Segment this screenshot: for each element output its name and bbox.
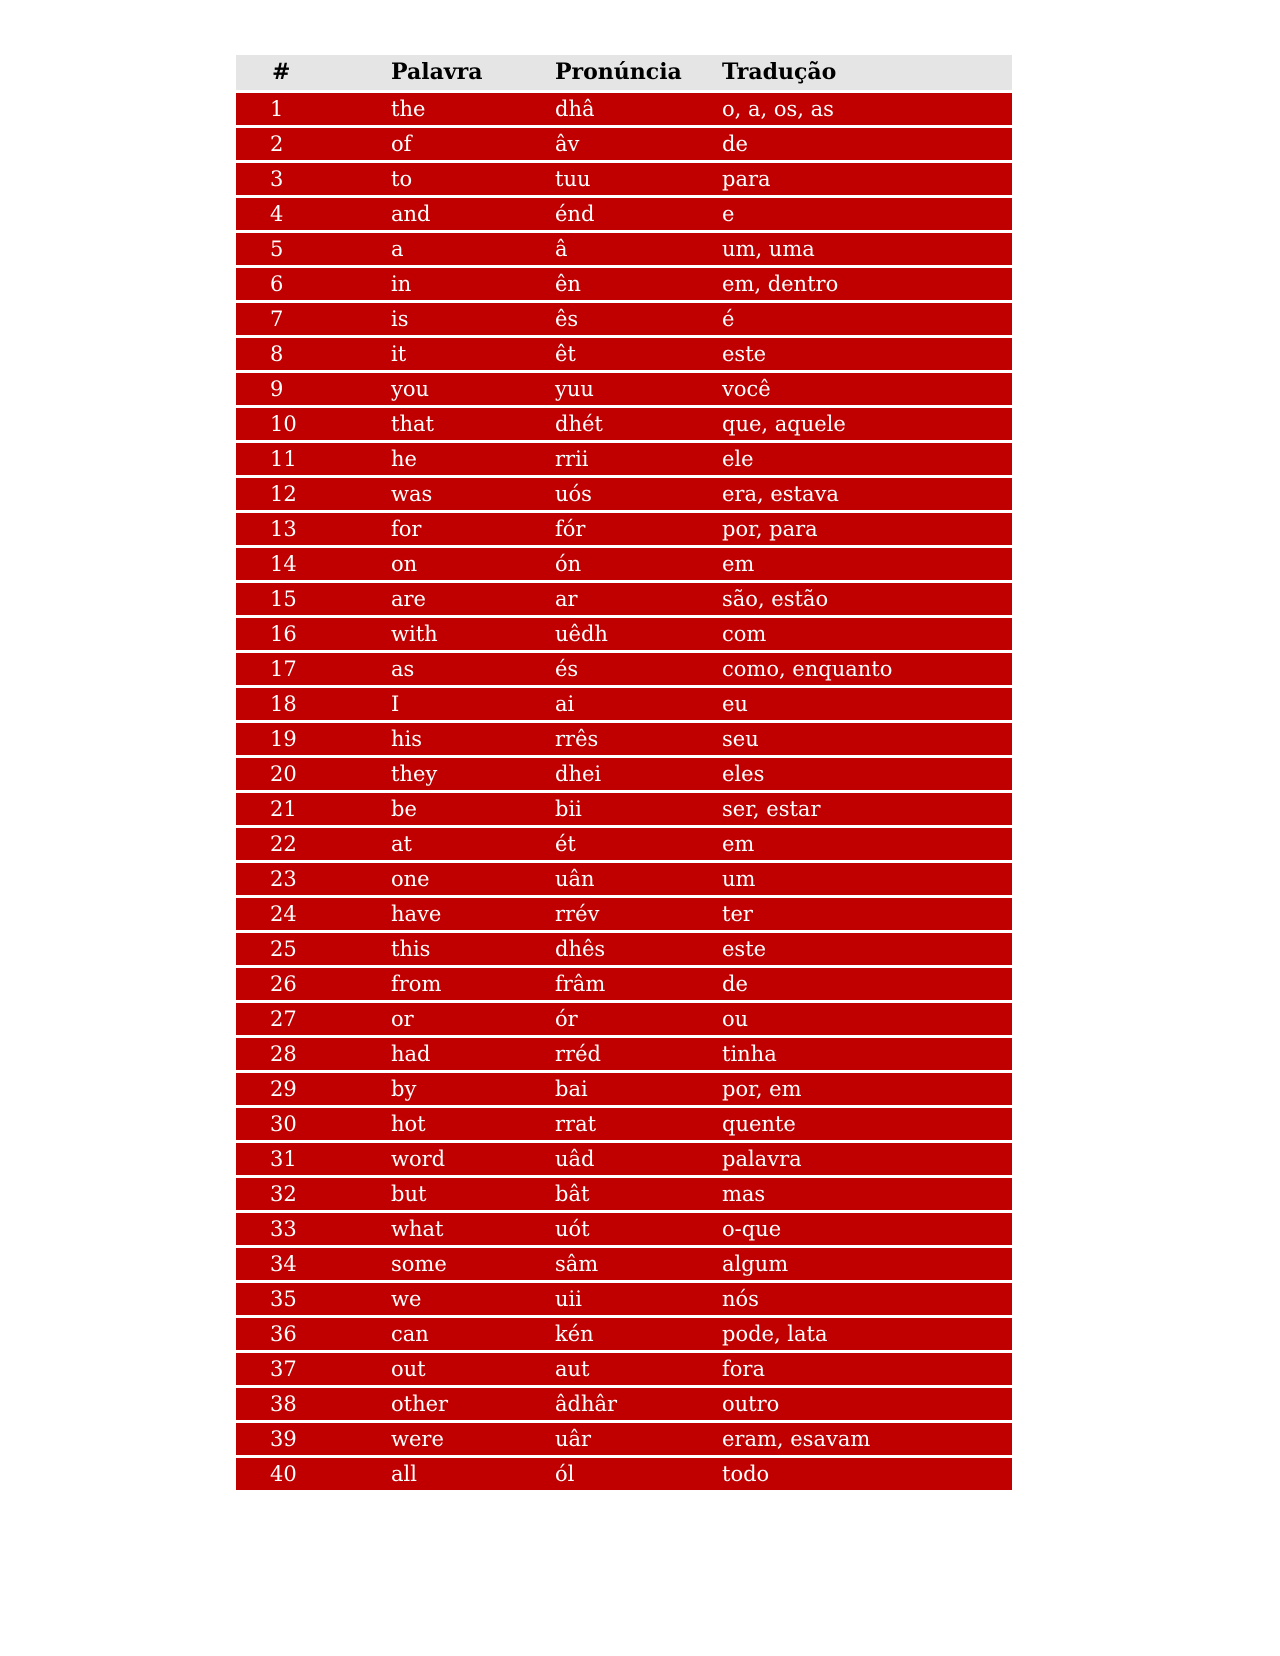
row-translation: em, dentro: [722, 265, 1012, 300]
row-translation: de: [722, 965, 1012, 1000]
row-number: 33: [236, 1210, 391, 1245]
row-word: one: [391, 860, 555, 895]
row-pronunciation: âv: [555, 125, 722, 160]
row-translation: fora: [722, 1350, 1012, 1385]
row-translation: ou: [722, 1000, 1012, 1035]
table-row: [236, 545, 1012, 580]
header-number: #: [236, 55, 391, 90]
table-row: [236, 720, 1012, 755]
table-row: [236, 335, 1012, 370]
row-pronunciation: uâd: [555, 1140, 722, 1175]
row-word: at: [391, 825, 555, 860]
row-word: you: [391, 370, 555, 405]
row-pronunciation: âdhâr: [555, 1385, 722, 1420]
row-pronunciation: kén: [555, 1315, 722, 1350]
row-pronunciation: rrév: [555, 895, 722, 930]
row-number: 9: [236, 370, 391, 405]
table-row: [236, 230, 1012, 265]
table-row: [236, 1385, 1012, 1420]
row-pronunciation: ól: [555, 1455, 722, 1490]
table-row: [236, 615, 1012, 650]
row-translation: ter: [722, 895, 1012, 930]
row-pronunciation: bii: [555, 790, 722, 825]
row-number: 32: [236, 1175, 391, 1210]
row-number: 14: [236, 545, 391, 580]
row-pronunciation: rrii: [555, 440, 722, 475]
row-word: some: [391, 1245, 555, 1280]
row-number: 25: [236, 930, 391, 965]
row-translation: com: [722, 615, 1012, 650]
row-pronunciation: ai: [555, 685, 722, 720]
row-number: 18: [236, 685, 391, 720]
table-row: [236, 125, 1012, 160]
row-number: 6: [236, 265, 391, 300]
row-pronunciation: és: [555, 650, 722, 685]
table-row: [236, 580, 1012, 615]
row-translation: eles: [722, 755, 1012, 790]
row-number: 35: [236, 1280, 391, 1315]
table-header-row: [236, 55, 1012, 90]
row-word: other: [391, 1385, 555, 1420]
table-row: [236, 965, 1012, 1000]
row-translation: é: [722, 300, 1012, 335]
row-number: 24: [236, 895, 391, 930]
row-word: and: [391, 195, 555, 230]
row-translation: em: [722, 545, 1012, 580]
row-pronunciation: rrat: [555, 1105, 722, 1140]
row-pronunciation: sâm: [555, 1245, 722, 1280]
row-number: 28: [236, 1035, 391, 1070]
table-row: [236, 475, 1012, 510]
row-translation: e: [722, 195, 1012, 230]
row-pronunciation: êt: [555, 335, 722, 370]
table-row: [236, 300, 1012, 335]
row-translation: quente: [722, 1105, 1012, 1140]
row-number: 12: [236, 475, 391, 510]
row-word: word: [391, 1140, 555, 1175]
row-number: 31: [236, 1140, 391, 1175]
row-word: I: [391, 685, 555, 720]
table-row: [236, 1245, 1012, 1280]
header-pronunciation: Pronúncia: [555, 55, 722, 90]
row-number: 20: [236, 755, 391, 790]
row-word: this: [391, 930, 555, 965]
row-translation: nós: [722, 1280, 1012, 1315]
table-row: [236, 1315, 1012, 1350]
row-pronunciation: rrês: [555, 720, 722, 755]
row-number: 23: [236, 860, 391, 895]
row-number: 16: [236, 615, 391, 650]
table-row: [236, 1000, 1012, 1035]
row-word: is: [391, 300, 555, 335]
row-translation: este: [722, 335, 1012, 370]
table-row: [236, 510, 1012, 545]
row-word: from: [391, 965, 555, 1000]
row-translation: o, a, os, as: [722, 90, 1012, 125]
header-translation: Tradução: [722, 55, 1012, 90]
row-translation: você: [722, 370, 1012, 405]
row-translation: um: [722, 860, 1012, 895]
row-word: what: [391, 1210, 555, 1245]
row-pronunciation: â: [555, 230, 722, 265]
row-number: 39: [236, 1420, 391, 1455]
row-translation: outro: [722, 1385, 1012, 1420]
row-translation: era, estava: [722, 475, 1012, 510]
row-number: 4: [236, 195, 391, 230]
row-number: 2: [236, 125, 391, 160]
row-translation: em: [722, 825, 1012, 860]
row-word: in: [391, 265, 555, 300]
row-word: his: [391, 720, 555, 755]
row-number: 17: [236, 650, 391, 685]
row-word: as: [391, 650, 555, 685]
row-translation: como, enquanto: [722, 650, 1012, 685]
table-row: [236, 825, 1012, 860]
row-translation: este: [722, 930, 1012, 965]
row-word: they: [391, 755, 555, 790]
row-translation: de: [722, 125, 1012, 160]
row-translation: um, uma: [722, 230, 1012, 265]
row-number: 1: [236, 90, 391, 125]
table-row: [236, 650, 1012, 685]
row-word: for: [391, 510, 555, 545]
row-pronunciation: ón: [555, 545, 722, 580]
row-translation: seu: [722, 720, 1012, 755]
row-number: 37: [236, 1350, 391, 1385]
row-translation: eu: [722, 685, 1012, 720]
row-translation: o-que: [722, 1210, 1012, 1245]
row-number: 40: [236, 1455, 391, 1490]
row-translation: pode, lata: [722, 1315, 1012, 1350]
row-pronunciation: dhét: [555, 405, 722, 440]
row-number: 13: [236, 510, 391, 545]
row-pronunciation: aut: [555, 1350, 722, 1385]
row-number: 5: [236, 230, 391, 265]
table-row: [236, 440, 1012, 475]
row-word: be: [391, 790, 555, 825]
table-body: [236, 90, 1012, 1490]
row-word: we: [391, 1280, 555, 1315]
row-translation: ele: [722, 440, 1012, 475]
row-pronunciation: bât: [555, 1175, 722, 1210]
row-pronunciation: uêdh: [555, 615, 722, 650]
row-pronunciation: fór: [555, 510, 722, 545]
row-pronunciation: uót: [555, 1210, 722, 1245]
row-word: hot: [391, 1105, 555, 1140]
row-number: 15: [236, 580, 391, 615]
row-number: 34: [236, 1245, 391, 1280]
table-row: [236, 1350, 1012, 1385]
row-translation: são, estão: [722, 580, 1012, 615]
table-row: [236, 370, 1012, 405]
row-translation: que, aquele: [722, 405, 1012, 440]
row-number: 21: [236, 790, 391, 825]
row-translation: eram, esavam: [722, 1420, 1012, 1455]
row-pronunciation: bai: [555, 1070, 722, 1105]
table-row: [236, 895, 1012, 930]
table-row: [236, 1035, 1012, 1070]
row-number: 11: [236, 440, 391, 475]
row-word: but: [391, 1175, 555, 1210]
row-number: 22: [236, 825, 391, 860]
table-row: [236, 1140, 1012, 1175]
row-pronunciation: uós: [555, 475, 722, 510]
row-pronunciation: rréd: [555, 1035, 722, 1070]
row-word: was: [391, 475, 555, 510]
row-pronunciation: uâr: [555, 1420, 722, 1455]
row-pronunciation: ês: [555, 300, 722, 335]
row-word: the: [391, 90, 555, 125]
row-translation: por, para: [722, 510, 1012, 545]
row-number: 30: [236, 1105, 391, 1140]
table-row: [236, 790, 1012, 825]
table-row: [236, 1420, 1012, 1455]
row-number: 3: [236, 160, 391, 195]
row-word: he: [391, 440, 555, 475]
row-number: 27: [236, 1000, 391, 1035]
table-row: [236, 860, 1012, 895]
table-row: [236, 1105, 1012, 1140]
row-pronunciation: énd: [555, 195, 722, 230]
row-word: out: [391, 1350, 555, 1385]
row-translation: por, em: [722, 1070, 1012, 1105]
vocabulary-table: [236, 55, 1012, 1490]
row-translation: tinha: [722, 1035, 1012, 1070]
row-word: to: [391, 160, 555, 195]
table-row: [236, 1280, 1012, 1315]
row-word: have: [391, 895, 555, 930]
vocabulary-sheet: [236, 55, 1012, 1490]
table-row: [236, 160, 1012, 195]
row-number: 29: [236, 1070, 391, 1105]
row-number: 38: [236, 1385, 391, 1420]
table-row: [236, 90, 1012, 125]
row-translation: ser, estar: [722, 790, 1012, 825]
row-pronunciation: uân: [555, 860, 722, 895]
row-number: 26: [236, 965, 391, 1000]
table-row: [236, 755, 1012, 790]
row-pronunciation: uii: [555, 1280, 722, 1315]
row-number: 19: [236, 720, 391, 755]
row-word: on: [391, 545, 555, 580]
row-pronunciation: ét: [555, 825, 722, 860]
row-word: it: [391, 335, 555, 370]
row-pronunciation: dhâ: [555, 90, 722, 125]
row-word: are: [391, 580, 555, 615]
table-row: [236, 930, 1012, 965]
row-translation: mas: [722, 1175, 1012, 1210]
row-word: a: [391, 230, 555, 265]
row-translation: todo: [722, 1455, 1012, 1490]
row-word: of: [391, 125, 555, 160]
row-pronunciation: dhês: [555, 930, 722, 965]
row-number: 8: [236, 335, 391, 370]
table-row: [236, 405, 1012, 440]
table-row: [236, 1175, 1012, 1210]
row-translation: palavra: [722, 1140, 1012, 1175]
table-row: [236, 1455, 1012, 1490]
row-pronunciation: tuu: [555, 160, 722, 195]
row-number: 36: [236, 1315, 391, 1350]
header-word: Palavra: [391, 55, 555, 90]
row-pronunciation: ên: [555, 265, 722, 300]
row-pronunciation: yuu: [555, 370, 722, 405]
row-word: can: [391, 1315, 555, 1350]
row-pronunciation: dhei: [555, 755, 722, 790]
table-row: [236, 685, 1012, 720]
row-translation: algum: [722, 1245, 1012, 1280]
row-pronunciation: frâm: [555, 965, 722, 1000]
table-row: [236, 1070, 1012, 1105]
row-number: 10: [236, 405, 391, 440]
table-row: [236, 195, 1012, 230]
row-pronunciation: ar: [555, 580, 722, 615]
row-word: had: [391, 1035, 555, 1070]
row-number: 7: [236, 300, 391, 335]
row-word: with: [391, 615, 555, 650]
row-word: all: [391, 1455, 555, 1490]
row-word: were: [391, 1420, 555, 1455]
row-word: or: [391, 1000, 555, 1035]
row-word: by: [391, 1070, 555, 1105]
row-pronunciation: ór: [555, 1000, 722, 1035]
row-word: that: [391, 405, 555, 440]
row-translation: para: [722, 160, 1012, 195]
table-row: [236, 1210, 1012, 1245]
table-row: [236, 265, 1012, 300]
